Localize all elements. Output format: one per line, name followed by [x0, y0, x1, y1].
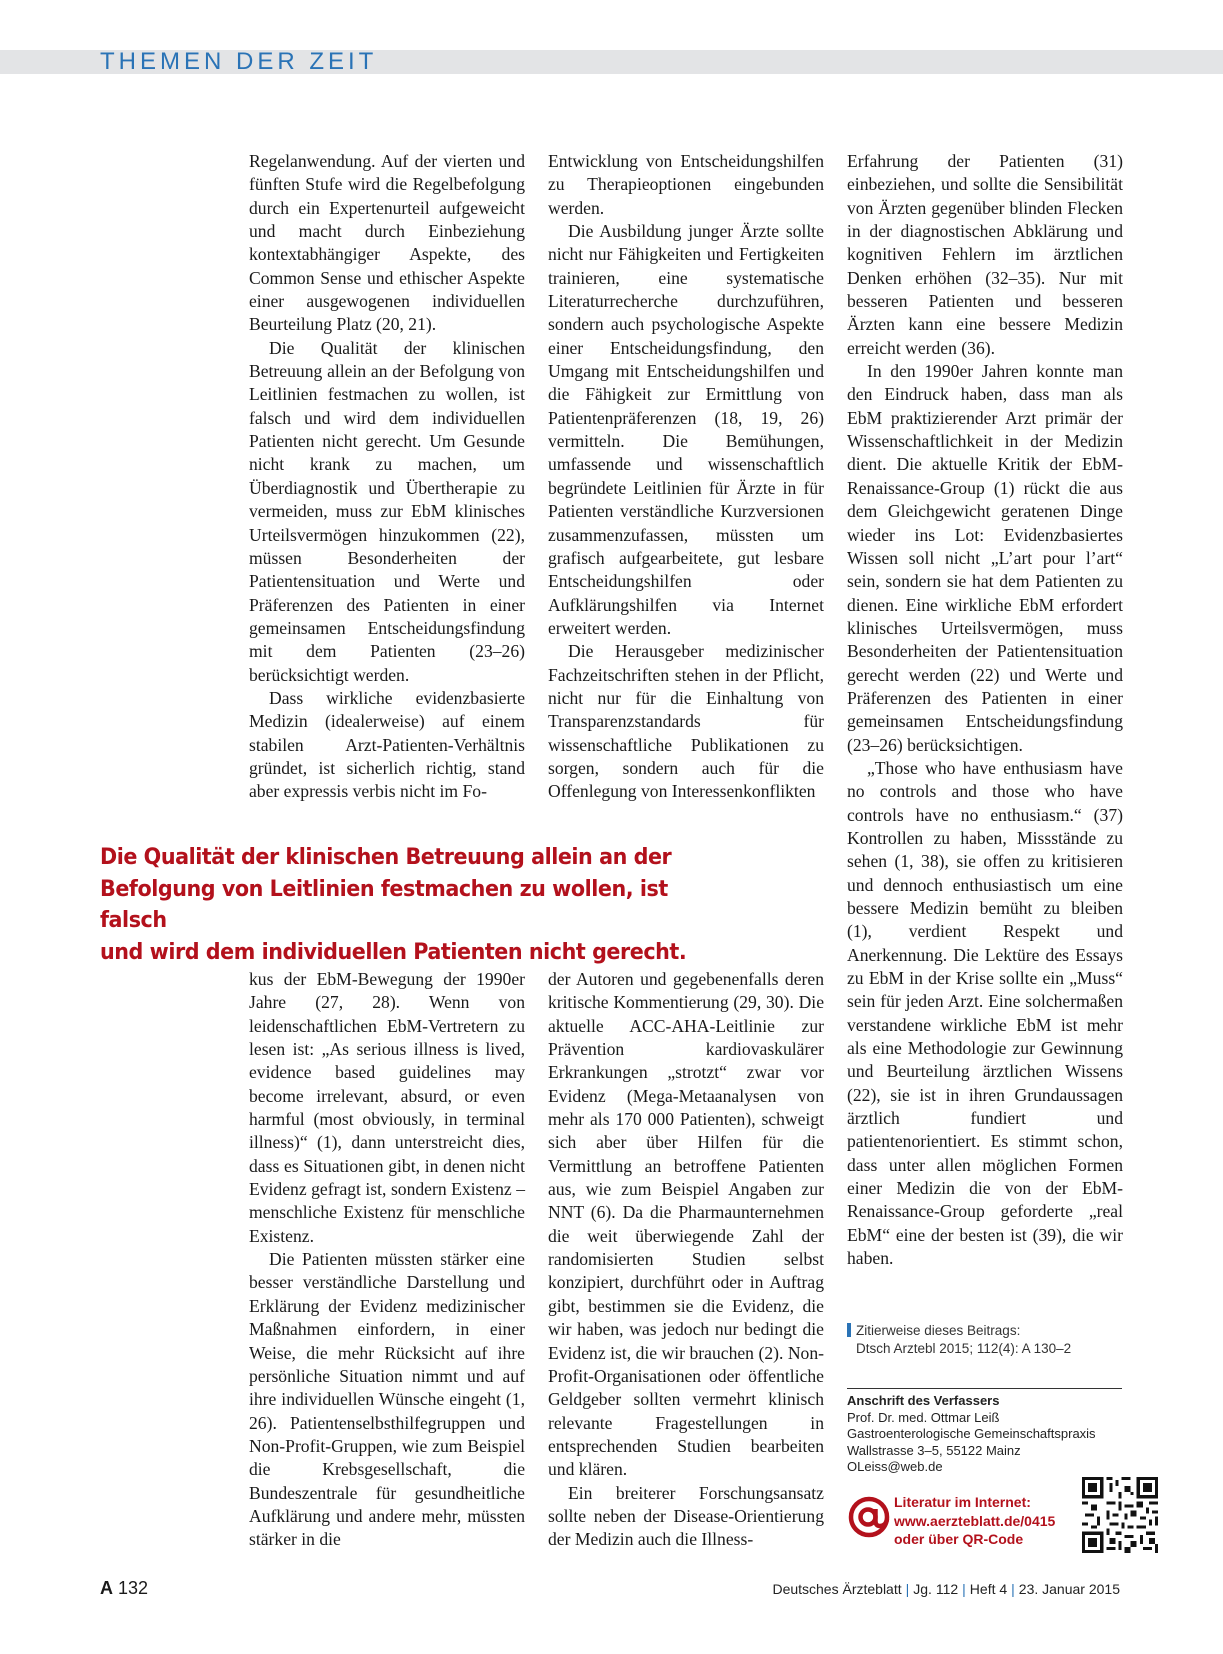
paragraph: Regelanwendung. Auf der vierten und fünften Stufe wird die Regelbefolgung durch ein Expertenurteil aufgeweicht und macht durch Einbeziehung kontextabhängiger Aspekte, des Common Sense und ethischer Aspekte einer ausgewogenen individuellen Beurteilung Platz (20, 21). [249, 151, 525, 335]
qr-code-icon[interactable] [1082, 1477, 1158, 1553]
citation-reference: Dtsch Arztebl 2015; 112(4): A 130–2 [856, 1341, 1072, 1356]
pull-quote-line: Die Qualität der klinischen Betreuung allein an der [100, 844, 672, 870]
pull-quote-line: und wird dem individuellen Patienten nicht gerecht. [100, 938, 687, 965]
journal-issue: Heft 4 [969, 1581, 1008, 1597]
journal-date: 23. Januar 2015 [1018, 1581, 1120, 1597]
literature-note: oder über QR-Code [894, 1531, 1024, 1547]
paragraph: Die Ausbildung junger Ärzte sollte nicht nur Fähigkeiten und Fertigkeiten trainieren, eine systematische Literaturrecherche durchzuführen, sondern auch psychologische Aspekte einer Entscheidungsfindung, den Umgang mit Entscheidungshilfen und die Fähigkeit zur Ermittlung von Patientenpräferenzen (18, 19, 26) vermitteln. Die Bemühungen, umfassende und wissenschaftlich begründete Leitlinien für Ärzte in für Patienten verständliche Kurzversionen zusammenzufassen, müssten um grafisch aufgearbeitete, gut lesbare Entscheidungshilfen oder Aufklärungshilfen via Internet erweitert werden. [548, 221, 824, 638]
author-email[interactable]: OLeiss@web.de [847, 1459, 943, 1474]
literature-box [847, 1493, 1077, 1563]
paragraph: Die Herausgeber medizinischer Fachzeitschriften stehen in der Pflicht, nicht nur für die Einhaltung von Transparenzstandards für wissenschaftliche Publikationen zu sorgen, sondern auch für die Offenlegung von Interessenkonflikten [548, 641, 824, 802]
divider [847, 1388, 1122, 1389]
literature-link[interactable]: www.aerzteblatt.de/0415 [894, 1512, 1056, 1529]
column-2-bottom [548, 968, 824, 1552]
paragraph: Die Patienten müssten stärker eine besser verständliche Darstellung und Erklärung der Evidenz medizinischer Maßnahmen einfordern, in einer Weise, die mehr Rücksicht auf ihre persönliche Situation nimmt und auf ihre individuellen Wünsche eingeht (1, 26). Patientenselbsthilfegruppen und Non-Profit-Gruppen, wie zum Beispiel die Krebsgesellschaft, die Bundeszentrale für gesundheitliche Aufklärung und andere mehr, müssten stärker in die [249, 1249, 525, 1550]
author-street: Wallstrasse 3–5, 55122 Mainz [847, 1442, 1021, 1458]
journal-volume: Jg. 112 [913, 1581, 959, 1597]
paragraph: Ein breiterer Forschungsansatz sollte neben der Disease-Orientierung der Medizin auch die Illness- [548, 1482, 824, 1550]
address-heading: Anschrift des Verfassers [847, 1393, 1000, 1408]
paragraph: Entwicklung von Entscheidungshilfen zu Therapieoptionen eingebunden werden. [548, 151, 824, 218]
pull-quote [100, 842, 726, 968]
literature-label: Literatur im Internet: [894, 1494, 1031, 1510]
citation-label: Zitierweise dieses Beitrags: [856, 1323, 1021, 1338]
pull-quote-line: Befolgung von Leitlinien festmachen zu wollen, ist falsch [100, 875, 668, 933]
paragraph: Erfahrung der Patienten (31) einbeziehen, und sollte die Sensibilität von Ärzten gegenüber blinden Flecken in der diagnostischen Abklärung und kognitiven Fehlern im ärztlichen Denken erhöhen (32–35). Nur mit besseren Patienten und besseren Ärzten kann eine bessere Medizin erreicht werden (36). [847, 151, 1123, 358]
author-address [847, 1393, 1127, 1476]
section-label: THEMEN DER ZEIT [100, 48, 378, 75]
column-1-bottom [249, 968, 525, 1552]
column-2-top [548, 150, 824, 804]
paragraph: kus der EbM-Bewegung der 1990er Jahre (27, 28). Wenn von leidenschaftlichen EbM-Vertretern zu lesen ist: „As serious illness is lived, evidence based guidelines may become irrelevant, absurd, or even harmful (most obviously, in terminal illness)“ (1), dann unterstreicht dies, dass es Situationen gibt, in denen nicht Evidenz gefragt ist, sondern Existenz – menschliche Existenz für menschliche Existenz. [249, 969, 525, 1246]
column-1-top [249, 150, 525, 804]
paragraph: In den 1990er Jahren konnte man den Eindruck haben, dass man als EbM praktizierender Arzt primär der Wissenschaftlichkeit in der Medizin dient. Die aktuelle Kritik der EbM-Renaissance-Group (1) rückt die aus dem Gleichgewicht geratenen Dinge wieder ins Lot: Evidenzbasiertes Wissen soll nicht „L’art pour l’art“ sein, sondern sie hat dem Patienten zu dienen. Eine wirkliche EbM erfordert klinisches Urteilsvermögen, muss Besonderheiten der Patientensituation gerecht werden (22) und Werte und Präferenzen des Patienten in einer gemeinsamen Entscheidungsfindung (23–26) berücksichtigen. [847, 361, 1123, 755]
paragraph: Die Qualität der klinischen Betreuung allein an der Befolgung von Leitlinien festmachen zu wollen, ist falsch und wird dem individuellen Patienten nicht gerecht. Um Gesunde nicht krank zu machen, um Überdiagnostik und Übertherapie zu vermeiden, muss zur EbM klinisches Urteilsvermögen hinzukommen (22), müssen Besonderheiten der Patientensituation und Werte und Präferenzen des Patienten in einer gemeinsamen Entscheidungsfindung mit dem Patienten (23–26) berücksichtigt werden. [249, 337, 525, 685]
column-3 [847, 150, 1123, 1271]
page-number: A 132 [100, 1578, 149, 1598]
author-name: Prof. Dr. med. Ottmar Leiß [847, 1409, 1000, 1425]
author-organization: Gastroenterologische Gemeinschaftspraxis [847, 1426, 1096, 1441]
at-sign-icon [847, 1495, 891, 1539]
citation-marker [847, 1323, 851, 1337]
journal-name: Deutsches Ärzteblatt [772, 1581, 902, 1597]
paragraph: der Autoren und gegebenenfalls deren kritische Kommentierung (29, 30). Die aktuelle ACC-AHA-Leitlinie zur Prävention kardiovaskulärer Erkrankungen „strotzt“ zwar vor Evidenz (Mega-Metaanalysen von mehr als 170 000 Patienten), schweigt sich aber über Hilfen für die Vermittlung an betroffene Patienten aus, wie zum Beispiel Angaben zur NNT (6). Da die Pharmaunternehmen die weit überwiegende Zahl der randomisierten Studien selbst konzipiert, durchführt oder in Auftrag gibt, bestimmen sie die Evidenz, die wir haben, was jedoch nur bedingt die Evidenz ist, die wir brauchen (2). Non-Profit-Organisationen oder öffentliche Geldgeber sollten vermehrt klinisch relevante Fragestellungen in entsprechenden Studien bearbeiten und klären. [548, 969, 824, 1480]
paragraph: „Those who have enthusiasm have no controls and those who have controls have no enthusiasm.“ (37) Kontrollen zu haben, Missstände zu sehen (1, 38), sie offen zu kritisieren und dennoch enthusiastisch um eine bessere Medizin bemüht zu bleiben (1), verdient Respekt und Anerkennung. Die Lektüre des Essays zu EbM in der Krise sollte ein „Muss“ sein für jeden Arzt. Eine solchermaßen verstandene wirkliche EbM ist mehr als eine Methodologie zur Gewinnung und Beurteilung ärztlichen Wissens (22), sie ist in ihren Grundaussagen ärztlich fundiert und patientenorientiert. Es stimmt schon, dass unter allen möglichen Formen einer Medizin die von der EbM-Renaissance-Group geforderte „real EbM“ eine der besten ist (39), die wir haben. [847, 757, 1123, 1269]
paragraph: Dass wirkliche evidenzbasierte Medizin (idealerweise) auf einem stabilen Arzt-Patienten-Verhältnis gründet, ist sicherlich richtig, stand aber expressis verbis nicht im Fo- [249, 687, 525, 802]
citation-box [847, 1322, 1127, 1358]
journal-footer: Deutsches Ärzteblatt | Jg. 112 | Heft 4 | 23. Januar 2015 [772, 1581, 1120, 1597]
